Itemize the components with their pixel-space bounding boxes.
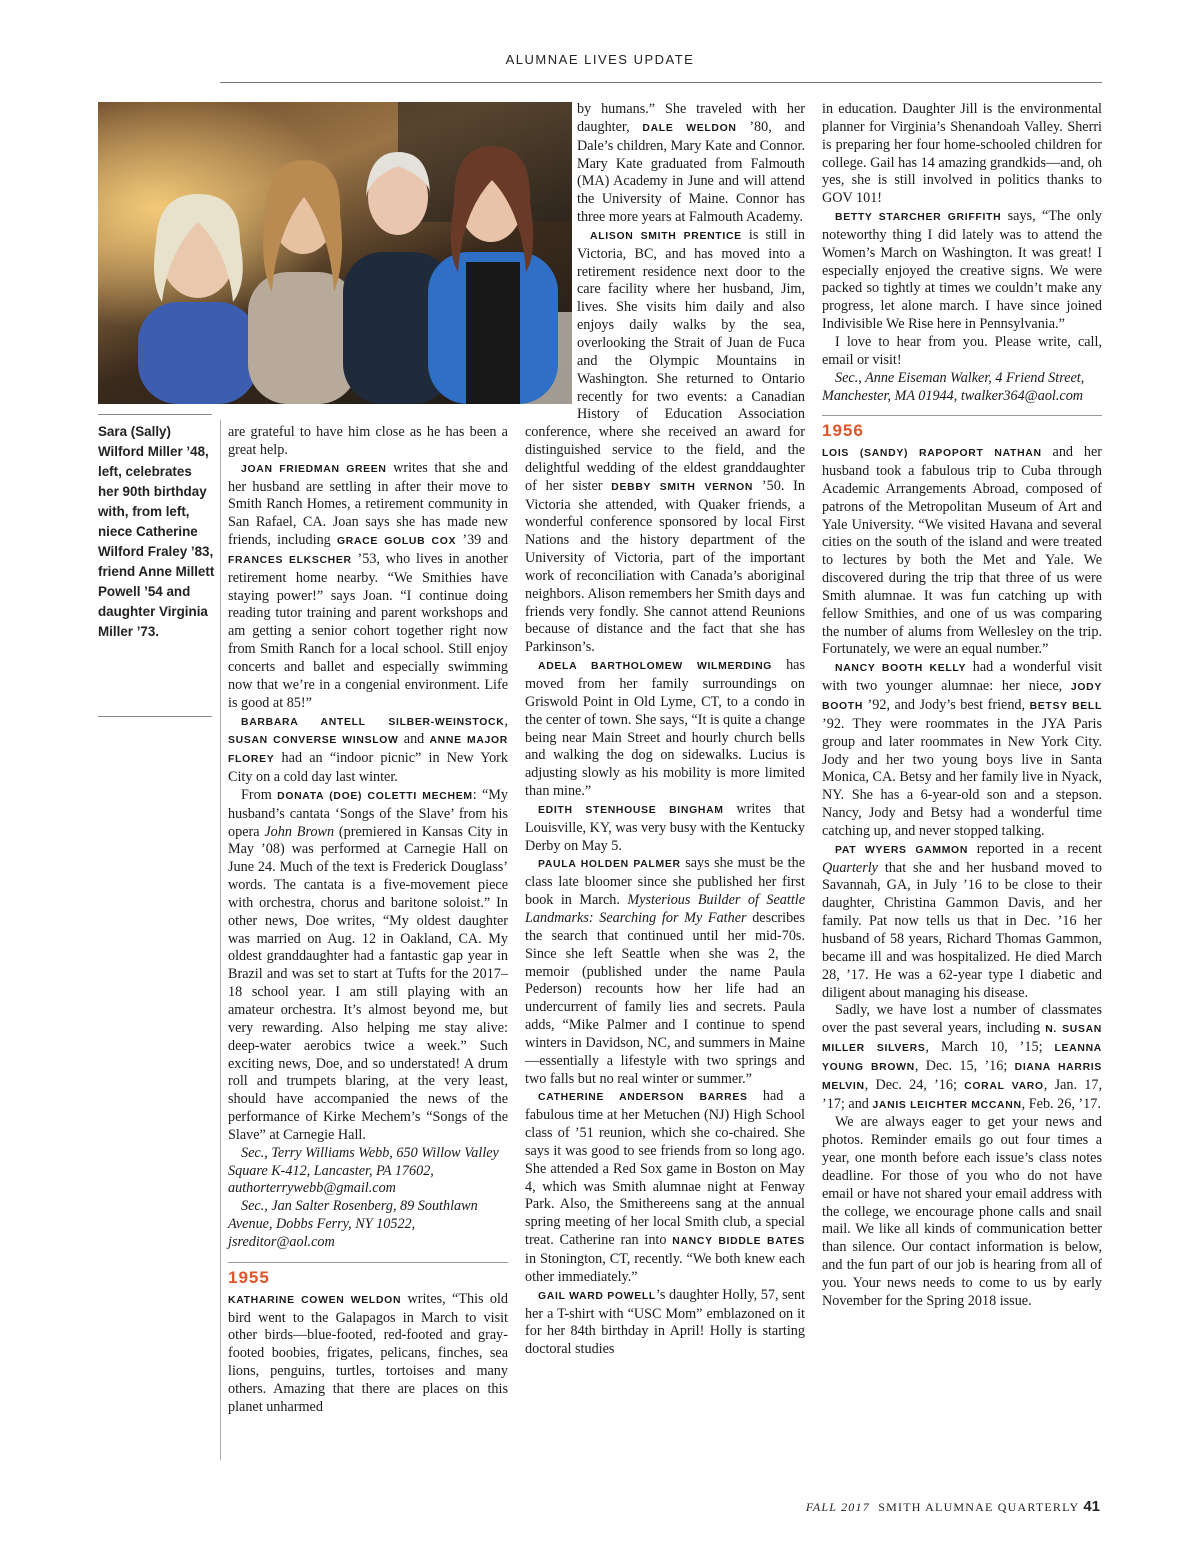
alumna-name: DALE WELDON [642,122,737,134]
footer-publication: SMITH ALUMNAE QUARTERLY [878,1500,1080,1514]
alumna-name: LOIS (SANDY) RAPOPORT NATHAN [822,448,1042,460]
page-number: 41 [1083,1498,1100,1515]
class-secretary-address: Sec., Terry Williams Webb, 650 Willow Valley Square K-412, Lancaster, PA 17602, authorterrywebb@gmail.com [228,1144,499,1197]
alumna-name: ADELA BARTHOLOMEW WILMERDING [538,661,773,673]
class-year-heading: 1956 [822,415,1102,440]
paragraph: I love to hear from you. Please write, call, email or visit! [822,333,1102,368]
paragraph: EDITH STENHOUSE BINGHAM writes that Louisville, KY, was very busy with the Kentucky Derby on May 5. [525,800,805,854]
alumna-name: LEANNA YOUNG BROWN [822,1043,1102,1073]
alumna-name: PAT WYERS GAMMON [835,844,969,856]
paragraph: BETTY STARCHER GRIFFITH says, “The only noteworthy thing I did lately was to attend the Women’s March on Washington. It was great! I especially enjoyed the creative signs. We were packed so tightly at times we couldn’t make any progress, let alone march. I have since joined Indivisible We Rise here in Pennsylvania.” [822,208,1102,333]
paragraph: PAULA HOLDEN PALMER says she must be the class late bloomer since she published her first book in March. Mysterious Builder of Seattle Landmarks: Searching for My Father describes the search that continued until her mid-70s. Since she left Seattle when she was 2, the memoir (published under the name Paula Pederson) recounts how her life had an undercurrent of family lies and secrets. Paula adds, “Mike Palmer and I continue to spend winters in Davidson, NC, and summers in Maine—essentially a lifestyle with two springs and two falls but no real winter or summer.” [525,855,805,1087]
paragraph: From DONATA (DOE) COLETTI MECHEM: “My husband’s cantata ‘Songs of the Slave’ from his opera John Brown (premiered in Kansas City in May ’08) was performed at Carnegie Hall on June 24. Much of the text is Frederick Douglass’ words. The cantata is a five-movement piece with orchestra, chorus and baritone soloist.” In other news, Doe writes, “My oldest daughter was married on Aug. 12 in Oakland, CA. My oldest granddaughter had a fantastic gap year in Brazil and was set to start at Tufts for the 2017–18 school year. I am still playing with an amateur orchestra. It’s almost beyond me, but very rewarding. Also helping me stay alive: deep-water aerobics twice a week.” Such exciting news, Doe, and so understated! A drum roll and trumpets blaring, at the very least, should have accompanied the news of the performance of Kirke Mechem’s “Songs of the Slave” at Carnegie Hall. [228,786,509,1143]
paragraph: are grateful to have him close as he has been a great help. [228,424,508,458]
section-header: ALUMNAE LIVES UPDATE [505,52,695,67]
paragraph: ADELA BARTHOLOMEW WILMERDING has moved from her family surroundings on Griswold Point in Old Lyme, CT, to a condo in the center of town. She says, “It is quite a change being near Main Street and hourly church bells and walking the dog on sidewalks. Lucius is adjusting slowly as his mobility is more limited than mine.” [525,657,805,800]
column-1 [228,424,508,1417]
paragraph: PAT WYERS GAMMON reported in a recent Quarterly that she and her husband moved to Savannah, GA, in July ’16 to be close to their daughter, Christina Gammon Davis, and her family. Pat now tells us that in Dec. ’16 her husband of 58 years, Richard Thomas Gammon, became ill and was hospitalized. He died March 28, ’17. He was a 62-year type I diabetic and diligent about managing his disease. [822,840,1102,1001]
alumna-name: DONATA (DOE) COLETTI MECHEM [277,790,473,802]
paragraph: by humans.” She traveled with her daughter, DALE WELDON ’80, and Dale’s children, Mary Kate and Connor. Mary Kate graduated from Falmouth (MA) Academy in June and will attend the University of Maine. Connor has three more years at Falmouth Academy. [577,101,805,226]
column-3 [822,101,1102,1311]
alumna-name: SUSAN CONVERSE WINSLOW [228,735,399,747]
alumna-name: GAIL WARD POWELL [538,1290,656,1302]
paragraph: KATHARINE COWEN WELDON writes, “This old bird went to the Galapagos in March to visit other birds—blue-footed, red-footed and gray-footed boobies, frigates, pelicans, finches, sea lions, penguins, turtles, tortoises and many others. Amazing that there are places on this planet unharmed [228,1290,508,1415]
footer-season: FALL 2017 [805,1500,870,1514]
alumna-name: CORAL VARO [964,1080,1044,1092]
paragraph: in education. Daughter Jill is the environmental planner for Virginia’s Shenandoah Valley. Sherri is preparing her four home-schooled children for college. Gail has 14 amazing grandkids—and, oh yes, she is still involved in politics thanks to GOV 101! [822,101,1102,207]
alumna-name: CATHERINE ANDERSON BARRES [538,1092,748,1104]
paragraph: BARBARA ANTELL SILBER-WEINSTOCK, SUSAN CONVERSE WINSLOW and ANNE MAJOR FLOREY had an “indoor picnic” in New York City on a cold day last winter. [228,712,508,786]
alumna-name: FRANCES ELKSCHER [228,554,352,566]
alumna-name: BETTY STARCHER GRIFFITH [835,212,1002,224]
alumna-name: ANNE MAJOR FLOREY [228,735,508,766]
alumna-name: KATHARINE COWEN WELDON [228,1294,402,1306]
alumna-name: BARBARA ANTELL SILBER-WEINSTOCK [241,716,505,728]
photo-wrap-spacer [525,101,577,424]
class-secretary-address: Sec., Anne Eiseman Walker, 4 Friend Street, Manchester, MA 01944, twalker364@aol.com [822,369,1085,404]
caption-rule-top [98,414,212,415]
alumna-name: JODY BOOTH [822,682,1102,712]
alumna-name: EDITH STENHOUSE BINGHAM [538,804,724,816]
group-photo [98,102,572,404]
alumna-name: BETSY BELL [1029,701,1102,712]
photo-caption: Sara (Sally) Wilford Miller ’48, left, celebrates her 90th birthday with, from left, niece Catherine Wilford Fraley ’83, friend Anne Millett Powell ’54 and daughter Virginia Miller ’73. [98,424,215,639]
alumna-name: NANCY BOOTH KELLY [835,663,967,675]
paragraph: We are always eager to get your news and photos. Reminder emails go out four times a year, one month before each issue’s class notes deadline. For those of you who do not have email or have not shared your email address with the college, we encourage phone calls and snail mail. We like all kinds of communication better than silence. Our contact information is below, and the fun part of our job is hearing from all of you. Your news needs to come to us by early November for the Spring 2018 issue. [822,1114,1102,1309]
alumna-name: DEBBY SMITH VERNON [611,481,754,493]
paragraph: GAIL WARD POWELL’s daughter Holly, 57, sent her a T-shirt with “USC Mom” emblazoned on it for her 84th birthday in April! Holly is starting doctoral studies [525,1286,805,1358]
alumna-name: JANIS LEICHTER MCCANN [872,1099,1022,1111]
alumna-name: JOAN FRIEDMAN GREEN [241,463,387,475]
page-footer [806,1498,1100,1515]
alumna-name: PAULA HOLDEN PALMER [538,859,681,871]
class-year-heading: 1955 [228,1262,508,1287]
paragraph: ALISON SMITH PRENTICE is still in Victoria, BC, and has moved into a retirement residence next door to the care facility where her husband, Jim, lives. She visits him daily and also enjoys daily walks by the sea, overlooking the Strait of Juan de Fuca and the Olympic Mountains in Washington. She returned to Ontario recently for two events: a Canadian History of Education Association conference, where she received an award for distinguished service to the field, and the delightful wedding of the eldest granddaughter of her sister DEBBY SMITH VERNON ’50. In Victoria she attended, with Quaker friends, a wonderful conference sponsored by local First Nations and the history department of the University of Victoria, part of the important work of reconciliation with Canada’s aboriginal neighbors. Alison remembers her Smith days and friends very fondly. She cannot attend Reunions because of distance and the fact that she has Parkinson’s. [525,226,805,656]
caption-rule-bottom [98,716,212,717]
alumna-name: DIANA HARRIS MELVIN [822,1061,1103,1092]
paragraph: JOAN FRIEDMAN GREEN writes that she and her husband are settling in after their move to Smith Ranch Homes, a retirement community in San Rafael, CA. Joan says she has made new friends, including GRACE GOLUB COX ’39 and FRANCES ELKSCHER ’53, who lives in another retirement home nearby. “We Smithies have staying power!” says Joan. “I continue doing reading tutor training and parent workshops and am getting a senior cohort together right now from Smith Ranch for a local school. Still enjoy concerts and ballet and especially swimming now that we’re in a congenial environment. Life is good at 85!” [228,459,508,711]
paragraph: Sadly, we have lost a number of classmates over the past several years, including N. SUSAN MILLER SILVERS, March 10, ’15; LEANNA YOUNG BROWN, Dec. 15, ’16; DIANA HARRIS MELVIN, Dec. 24, ’16; CORAL VARO, Jan. 17, ’17; and JANIS LEICHTER MCCANN, Feb. 26, ’17. [822,1002,1103,1112]
paragraph: CATHERINE ANDERSON BARRES had a fabulous time at her Metuchen (NJ) High School class of ’51 reunion, which she co-chaired. She says it was good to see friends from so long ago. She attended a Red Sox game in Boston on May 4, which was Smith alumnae night at Fenway Park. Also, the Smithereens sang at the annual spring meeting of her local Smith club, a special treat. Catherine ran into NANCY BIDDLE BATES in Stonington, CT, recently. “We both knew each other immediately.” [525,1088,805,1285]
alumna-name: GRACE GOLUB COX [336,536,457,548]
header-rule [220,82,1102,83]
paragraph: LOIS (SANDY) RAPOPORT NATHAN and her husband took a fabulous trip to Cuba through Academic Arrangements Abroad, composed of patrons of the Metropolitan Museum of Art and Yale University. “We visited Havana and several cities on the south of the island and were treated to lectures by both the Met and Yale. We discovered during the trip that three of us were Smith alumnae. It was fun catching up with fellow Smithies, and one of us was comparing the number of alums from Wellesley on the trip. Fortunately, we were an equal number.” [822,444,1102,658]
alumna-name: NANCY BIDDLE BATES [672,1236,805,1248]
group-photo-illustration [98,102,572,404]
column-divider [220,420,221,1460]
class-secretary-address: Sec., Jan Salter Rosenberg, 89 Southlawn Avenue, Dobbs Ferry, NY 10522, jsreditor@aol.com [228,1198,478,1250]
column-2 [525,101,805,1359]
alumna-name: ALISON SMITH PRENTICE [590,230,742,242]
paragraph: NANCY BOOTH KELLY had a wonderful visit with two younger alumnae: her niece, JODY BOOTH ’92, and Jody’s best friend, BETSY BELL ’92. They were roommates in the JYA Paris group and later roommates in New York City. Jody and her two young boys live in Santa Monica, CA. Betsy and her family live in Nyack, NY. She has a 6-year-old son and a stepson. Nancy, Jody and Betsy had a wonderful time catching up, and never stopped talking. [822,659,1103,839]
alumna-name: N. SUSAN MILLER SILVERS [822,1024,1102,1055]
